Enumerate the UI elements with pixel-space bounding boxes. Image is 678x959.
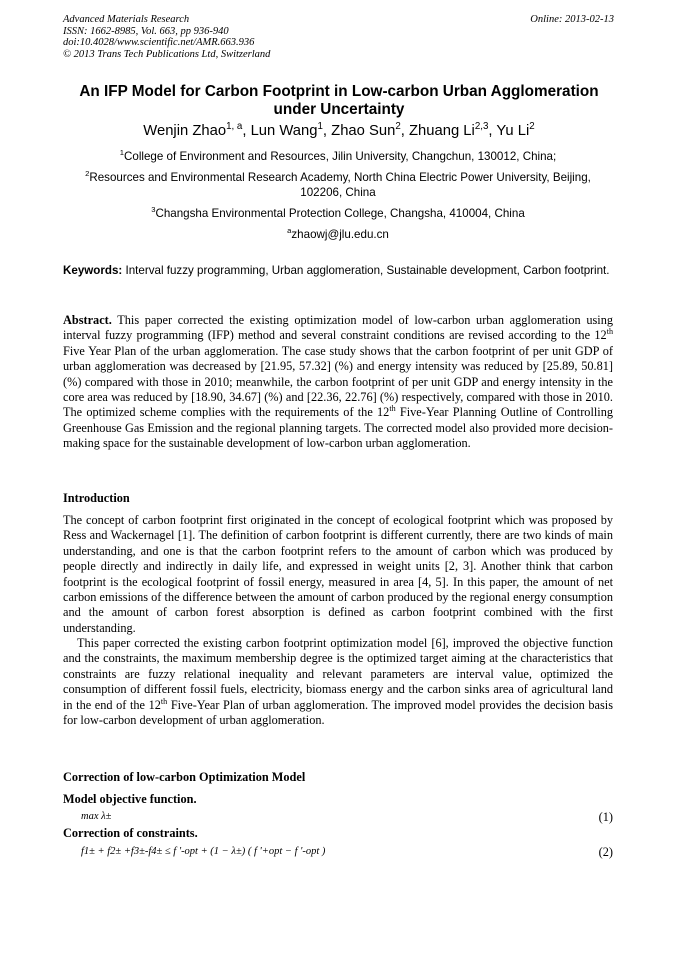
author-name: Lun Wang: [250, 123, 318, 139]
section-heading-correction: Correction of low-carbon Optimization Model: [63, 770, 306, 784]
author-name: Zhao Sun: [331, 123, 396, 139]
running-header: [63, 14, 270, 60]
keywords: [63, 263, 613, 278]
author-name: Yu Li: [496, 123, 530, 139]
equation-expression: max λ±: [81, 811, 112, 822]
email-text: zhaowj@jlu.edu.cn: [291, 228, 389, 241]
email: [63, 227, 613, 242]
paper-title: [60, 83, 618, 119]
abstract-text: Five Year Plan of the urban agglomeration. The case study shows that the carbon footprint of per unit GDP of urban agglomeration was decreased by [21.95, 57.32] (%) and energy intensity was reduced by [25.89, 50.81] (%) compared with those in 2010; meanwhile, the carbon footprint of per unit GDP and energy intensity in the core area was reduced by [18.90, 34.67] (%) and [22.36, 22.76] (%) respectively, compared with those in 2010. The optimized scheme complies with the requirements of the 12: [63, 343, 613, 420]
affiliation: [63, 149, 613, 164]
abstract-text: Five-Year Planning Outline of Controlling Greenhouse Gas Emission and the regional planning targets. The corrected model also provided more decision-making space for the sustainable development of low-carbon urban agglomeration.: [63, 405, 613, 451]
equation-expression: f1± + f2± +f3±-f4± ≤ f '-opt + (1 − λ±) ( f '+opt − f '-opt ): [81, 846, 326, 857]
author-affiliation-marker: 1, a: [226, 121, 243, 133]
affiliation-text: Resources and Environmental Research Academy, North China Electric Power University, Beijing, 102206, China: [89, 171, 591, 199]
intro-text: Five-Year Plan of urban agglomeration. The improved model provides the decision basis for low-carbon development of urban agglomeration.: [63, 697, 613, 728]
keywords-text: Interval fuzzy programming, Urban agglomeration, Sustainable development, Carbon footprint.: [122, 264, 610, 277]
intro-text: This paper corrected the existing carbon footprint optimization model [6], improved the objective function and the constraints, the maximum membership degree is the optimized target aiming at the characteristics that constraints are fuzzy relational inequality and relevant parameters are interval value, optimized the consumption of different fossil fuels, electricity, biomass energy and the carbon sinks area of agricultural land in the end of the 12: [63, 636, 613, 712]
equation-1: [63, 810, 613, 826]
subheading-objective: Model objective function.: [63, 792, 197, 806]
author-name: Wenjin Zhao: [143, 123, 227, 139]
intro-paragraph: The concept of carbon footprint first originated in the concept of ecological footprint which was proposed by Ress and Wackernagel [1]. The definition of carbon footprint is different currently, there are two kinds of main understanding, and one is that the carbon footprint refers to the amount of carbon which was produced by people directly and indirectly in daily life, and expressed in weight units [2, 3]. Another think that carbon footprint is the ecological footprint of fossil energy, measured in area [4, 5]. In this paper, the amount of net carbon emissions of the difference between the amount of carbon produced by the regional energy consumption and the amount of carbon forest absorption is defined as carbon footprint combined with the first understanding.: [63, 513, 613, 635]
affiliation-text: College of Environment and Resources, Jilin University, Changchun, 130012, China;: [124, 150, 557, 163]
author-affiliation-marker: 1: [317, 121, 323, 133]
copyright-line: © 2013 Trans Tech Publications Ltd, Switzerland: [63, 48, 271, 60]
email-marker: a: [287, 226, 292, 236]
author-affiliation-marker: 2: [395, 121, 401, 133]
author-name: Zhuang Li: [409, 123, 475, 139]
intro-paragraph: [63, 636, 613, 728]
section-heading-introduction: Introduction: [63, 491, 130, 505]
ordinal-suffix: th: [160, 696, 168, 706]
ordinal-suffix: th: [389, 404, 396, 414]
abstract-text: This paper corrected the existing optimization model of low-carbon urban agglomeration using interval fuzzy programming (IFP) method and several constraint conditions are revised according to the 12: [63, 313, 613, 343]
equation-number: (2): [598, 845, 613, 859]
author-affiliation-marker: 2,3: [474, 121, 489, 133]
affiliation-text: Changsha Environmental Protection College, Changsha, 410004, China: [155, 207, 525, 220]
abstract: [63, 313, 613, 452]
online-date: Online: 2013-02-13: [530, 14, 614, 25]
doi-line: doi:10.4028/www.scientific.net/AMR.663.936: [63, 37, 255, 49]
affiliation-marker: 3: [151, 205, 156, 215]
equation-number: (1): [598, 810, 613, 824]
affiliation-marker: 1: [119, 148, 125, 158]
ordinal-suffix: th: [606, 327, 613, 337]
title-line-2: under Uncertainty: [273, 101, 405, 118]
subheading-constraints: Correction of constraints.: [63, 826, 198, 840]
author-affiliation-marker: 2: [529, 121, 535, 133]
affiliation: [63, 170, 613, 200]
equation-2: [63, 845, 613, 863]
title-line-1: An IFP Model for Carbon Footprint in Low-carbon Urban Agglomeration: [79, 83, 599, 100]
author-list: Wenjin Zhao$^{1, a}$, Lun Wang$^1$, Zhao Sun$^2$, Zhuang Li$^{2,3}$, Yu Li$^2$: [143, 121, 535, 139]
affiliation-marker: 2: [85, 169, 90, 179]
journal-name: Advanced Materials Research: [63, 14, 190, 25]
abstract-label: Abstract.: [63, 313, 112, 327]
issn-line: ISSN: 1662-8985, Vol. 663, pp 936-940: [63, 25, 229, 37]
affiliation: [63, 206, 613, 221]
keywords-label: Keywords:: [63, 264, 123, 277]
